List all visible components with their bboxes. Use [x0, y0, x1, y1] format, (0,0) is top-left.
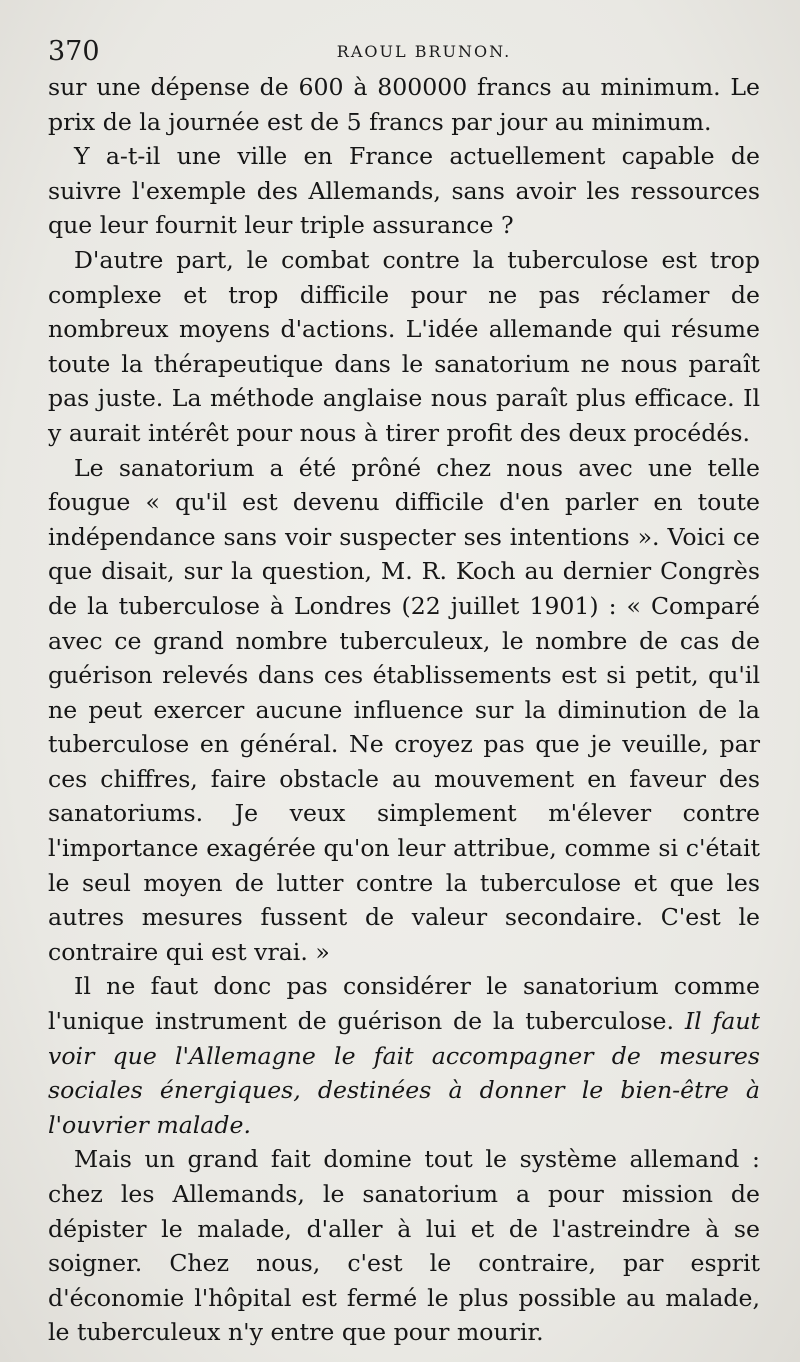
page-number: 370 [48, 36, 100, 67]
italic-passage: Il faut voir que l'Allemagne le fait accompagner de mesures sociales énergiques, destinées à donner le bien-être à l'ouvrier malade. [48, 1007, 760, 1139]
paragraph-text: sur une dépense de 600 à 800000 francs au minimum. Le prix de la journée est de 5 francs par jour au minimum. [48, 73, 760, 136]
paragraph [48, 451, 760, 970]
paragraph [48, 70, 760, 139]
paragraph-text: Mais un grand fait domine tout le système allemand : chez les Allemands, le sanatorium a pour mission de dépister le malade, d'aller à lui et de l'astreindre à se soigner. Chez nous, c'est le contraire, par esprit d'économie l'hôpital est fermé le plus possible au malade, le tuberculeux n'y entre que pour mourir. [48, 1145, 760, 1347]
running-title: RAOUL BRUNON. [336, 42, 512, 61]
paragraph [48, 139, 760, 243]
paragraph [48, 969, 760, 1142]
page-header [48, 36, 760, 68]
paragraph-text: Il ne faut donc pas considérer le sanatorium comme l'unique instrument de guérison de la tuberculose. [48, 972, 760, 1036]
body-text [48, 70, 760, 1350]
paragraph [48, 1142, 760, 1350]
paragraph [48, 243, 760, 451]
paragraph-text: D'autre part, le combat contre la tuberculose est trop complexe et trop difficile pour ne pas réclamer de nombreux moyens d'actions. L'idée allemande qui résume toute la thérapeutique dans le sanatorium ne nous paraît pas juste. La méthode anglaise nous paraît plus efficace. Il y aurait intérêt pour nous à tirer profit des deux procédés. [48, 245, 760, 447]
paragraph-text: Y a-t-il une ville en France actuellement capable de suivre l'exemple des Allemands, sans avoir les ressources que leur fournit leur triple assurance ? [48, 142, 760, 240]
paragraph-text: Le sanatorium a été prôné chez nous avec une telle fougue « qu'il est devenu difficile d'en parler en toute indépendance sans voir suspecter ses intentions ». Voici ce que disait, sur la question, M. R. Koch au dernier Congrès de la tuberculose à Londres (22 juillet 1901) : « Comparé avec ce grand nombre tuberculeux, le nombre de cas de guérison relevés dans ces établissements est si petit, qu'il ne peut exercer aucune influence sur la diminution de la tuberculose en général. Ne croyez pas que je veuille, par ces chiffres, faire obstacle au mouvement en faveur des sanatoriums. Je veux simplement m'élever contre l'importance exagérée qu'on leur attribue, comme si c'était le seul moyen de lutter contre la tuberculose et que les autres mesures fussent de valeur secondaire. C'est le contraire qui est vrai. » [48, 453, 760, 966]
